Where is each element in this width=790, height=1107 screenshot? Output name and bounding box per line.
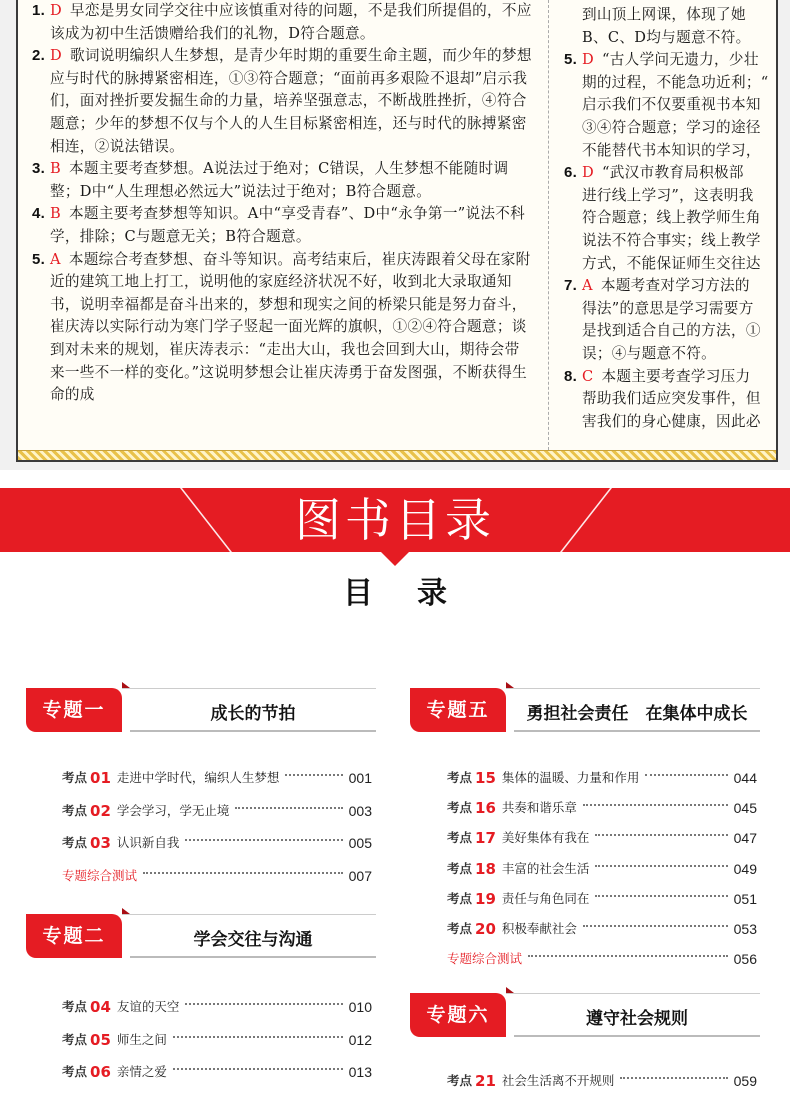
kaodian-label: 考点 (62, 802, 88, 818)
answer-item (564, 275, 790, 365)
answer-text: 早恋是男女同学交往中应该慎重对待的问题，不是我们所提倡的，不应该成为初中生活馈赠给我们的礼物，D符合题意。 (50, 2, 532, 42)
page-number: 012 (348, 1031, 372, 1048)
kaodian-number: 01 (90, 769, 111, 787)
answer-text-line: 进行线上学习”，这表明我 (582, 186, 754, 204)
page-number: 059 (733, 1073, 757, 1089)
section-title: 勇担社会责任 在集体中成长 (514, 698, 760, 732)
answer-letter: B (50, 205, 62, 223)
answer-text-line: 期的过程，不能急功近利；“ (582, 73, 769, 91)
answer-item (32, 45, 532, 158)
answer-item (32, 203, 532, 248)
answer-number: 4. (32, 205, 46, 223)
page-number: 056 (733, 951, 757, 968)
answer-number: 7. (564, 277, 578, 295)
toc-entry-title: 师生之间 (116, 1031, 167, 1047)
dot-leader (528, 955, 728, 957)
answer-text-line: 符合题意；线上教学师生角 (582, 209, 761, 227)
answer-number: 1. (32, 2, 46, 19)
answer-letter: D (582, 51, 595, 69)
answer-number: 2. (32, 47, 46, 65)
kaodian-label: 考点 (447, 800, 473, 816)
answer-column-right (564, 4, 790, 450)
kaodian-label: 考点 (62, 1064, 88, 1079)
answer-letter: D (582, 164, 595, 182)
toc-entry-title: 美好集体有我在 (501, 830, 590, 846)
toc-entry-title: 共奏和谐乐章 (501, 800, 577, 816)
dot-leader (620, 1077, 727, 1079)
kaodian-number: 04 (90, 998, 111, 1016)
kaodian-label: 考点 (447, 890, 473, 906)
answer-column-left (32, 0, 532, 407)
banner-notch (379, 550, 411, 566)
kaodian-number: 19 (475, 889, 496, 908)
toc-entry-title: 责任与角色同在 (501, 890, 590, 906)
toc-entry[interactable] (62, 997, 372, 1017)
kaodian-label: 考点 (62, 1031, 88, 1047)
dot-leader (595, 865, 727, 867)
toc-entry-title: 社会生活离不开规则 (501, 1073, 615, 1088)
toc-entry-title: 丰富的社会生活 (501, 860, 590, 876)
section-tab: 专题二 (26, 914, 122, 958)
page-number: 005 (348, 835, 372, 851)
kaodian-label: 考点 (62, 999, 88, 1014)
section-tab: 专题五 (410, 688, 506, 732)
section-title: 遵守社会规则 (514, 1003, 760, 1037)
kaodian-label: 考点 (447, 830, 473, 846)
dot-leader (185, 839, 342, 841)
page-number: 051 (733, 890, 757, 907)
answer-page (0, 0, 790, 470)
answer-text-line: 误；④与题意不符。 (582, 344, 717, 362)
answer-letter: A (582, 277, 593, 295)
answer-number: 3. (32, 160, 46, 178)
kaodian-number: 16 (475, 799, 496, 818)
answer-text: 歌词说明编织人生梦想，是青少年时期的重要生命主题，而少年的梦想应与时代的脉搏紧密相连，①③符合题意；“面前再多艰险不退却”启示我们，面对挫折要发掘生命的力量，培养坚强意志，不断战胜挫折，④符合题意；少年的梦想不仅与个人的人生目标紧密相连，还与时代的脉搏紧密相连，②说法错误。 (50, 47, 532, 155)
toc-entry[interactable] (62, 1030, 372, 1050)
page-number: 007 (348, 867, 372, 884)
page-edge-pattern (18, 450, 776, 460)
page-number: 013 (348, 1064, 372, 1080)
dot-leader (235, 807, 342, 809)
kaodian-number: 15 (475, 769, 496, 787)
section-tab: 专题一 (26, 688, 122, 732)
answer-text-line: ③④符合题意；学习的途径 (582, 118, 761, 136)
answer-text-line: 不能替代书本知识的学习， (582, 141, 761, 159)
page-number: 045 (733, 800, 757, 817)
answer-text-line: 是找到适合自己的方法，① (582, 322, 761, 340)
toc-entry[interactable] (447, 919, 757, 939)
answer-item (32, 249, 532, 407)
answer-text-line: 方式，不能保证师生交往达 (582, 254, 761, 272)
toc-entry-title: 亲情之爱 (116, 1064, 167, 1079)
page-number: 049 (733, 860, 757, 877)
kaodian-number: 20 (475, 920, 496, 938)
answer-letter: C (582, 367, 594, 385)
toc-heading: 目录 (343, 576, 491, 611)
dot-leader (583, 804, 728, 806)
answer-text-line: B、C、D均与题意不符。 (582, 28, 751, 46)
kaodian-label: 考点 (447, 860, 473, 876)
kaodian-number: 06 (90, 1063, 111, 1081)
banner-decor-line (180, 488, 232, 552)
dot-leader (285, 774, 342, 776)
kaodian-number: 03 (90, 834, 111, 852)
answer-text: 本题主要考查梦想等知识。A中“享受青春”、D中“永争第一”说法不科学，排除；C与题意无关；B符合题意。 (50, 205, 526, 245)
toc-entry[interactable] (447, 889, 757, 909)
toc-entry-title: 集体的温暖、力量和作用 (501, 770, 640, 785)
answer-text-line: 帮助我们适应突发事件，但 (582, 390, 761, 408)
answer-text: 本题主要考查梦想。A说法过于绝对；C错误，人生梦想不能随时调整；D中“人生理想必然远大”说法过于绝对；B符合题意。 (50, 160, 509, 200)
answer-frame (16, 0, 778, 462)
dot-leader (185, 1003, 342, 1005)
kaodian-label: 考点 (62, 770, 88, 785)
toc-entry-title: 积极奉献社会 (501, 921, 577, 936)
answer-number: 5. (32, 250, 46, 268)
toc-entry[interactable] (62, 768, 372, 788)
dot-leader (173, 1036, 343, 1038)
answer-text-line: 害我们的身心健康，因此必 (582, 412, 761, 430)
toc-entry[interactable] (62, 801, 372, 821)
answer-item (32, 0, 532, 45)
kaodian-label: 考点 (447, 1073, 473, 1088)
toc-entry[interactable] (447, 828, 757, 848)
section-header (26, 688, 376, 732)
answer-text: 本题综合考查梦想、奋斗等知识。高考结束后，崔庆涛跟着父母在家附近的建筑工地上打工，说明他的家庭经济状况不好，收到北大录取通知书，说明幸福都是奋斗出来的，梦想和现实之间的桥梁只能是努力奋斗，崔庆涛以实际行动为寒门学子竖起一面光辉的旗帜，①②④符合题意；谈到对未来的规划，崔庆涛表示：“走出大山，我也会回到大山，期待会带来一些不一样的变化。”这说明梦想会让崔庆涛勇于奋发图强，不断获得生命的成 (50, 250, 531, 404)
kaodian-number: 18 (475, 859, 496, 878)
answer-text-line: C 本题主要考查学习压力 (582, 367, 751, 385)
dot-leader (595, 895, 727, 897)
page-number: 003 (348, 802, 372, 819)
kaodian-label: 考点 (447, 770, 473, 785)
dot-leader (143, 872, 343, 874)
answer-text-line: D “武汉市教育局积极部 (582, 164, 744, 182)
answer-text-line: 得法”的意思是学习需要方 (582, 299, 754, 317)
answer-item (564, 162, 790, 275)
toc-entry-title: 学会学习，学无止境 (116, 802, 230, 818)
toc-entry-test[interactable] (447, 949, 757, 969)
answer-number: 8. (564, 367, 578, 385)
dot-leader (173, 1068, 343, 1070)
kaodian-label: 考点 (447, 921, 473, 936)
toc-entry-test[interactable] (62, 866, 372, 886)
answer-letter: A (50, 250, 61, 268)
section-title: 成长的节拍 (130, 698, 376, 732)
answer-number: 5. (564, 51, 578, 69)
kaodian-label: 考点 (62, 835, 88, 850)
toc-entry[interactable] (62, 1062, 372, 1082)
toc-entry[interactable] (447, 1071, 757, 1091)
kaodian-number: 05 (90, 1030, 111, 1049)
answer-number: 6. (564, 164, 578, 182)
toc-entry[interactable] (62, 833, 372, 853)
section-header (26, 914, 376, 958)
answer-letter: D (50, 2, 63, 19)
column-divider (548, 0, 549, 450)
answer-text-line: 说法不符合事实；线上教学 (582, 231, 761, 249)
toc-entry-title: 认识新自我 (116, 835, 180, 850)
dot-leader (583, 925, 728, 927)
dot-leader (645, 774, 727, 776)
toc-entry[interactable] (447, 859, 757, 879)
kaodian-number: 17 (475, 829, 496, 848)
toc-entry-title: 友谊的天空 (116, 999, 180, 1014)
banner-decor-line (560, 488, 612, 552)
kaodian-number: 02 (90, 801, 111, 820)
page-number: 053 (733, 921, 757, 937)
page-number: 001 (348, 770, 372, 786)
answer-item (564, 49, 790, 162)
page-number: 047 (733, 830, 757, 847)
toc-entry[interactable] (447, 798, 757, 818)
answer-text-line: A 本题考查对学习方法的 (582, 277, 750, 295)
answer-text-line: D “古人学问无遗力，少壮 (582, 51, 759, 69)
section-title: 学会交往与沟通 (130, 924, 376, 958)
page-number: 010 (348, 999, 372, 1015)
banner-title: 图书目录 (295, 493, 495, 547)
answer-item (32, 158, 532, 203)
toc-entry-title: 专题综合测试 (447, 951, 523, 967)
answer-item (564, 4, 790, 49)
answer-text-line: 启示我们不仅要重视书本知 (582, 96, 761, 114)
toc-entry[interactable] (447, 768, 757, 788)
answer-letter: D (50, 47, 63, 65)
dot-leader (595, 834, 727, 836)
answer-text-line: 到山顶上网课，体现了她 (582, 6, 746, 23)
toc-entry-title: 专题综合测试 (62, 867, 138, 883)
kaodian-number: 21 (475, 1072, 496, 1090)
page-number: 044 (733, 770, 757, 786)
section-header (410, 993, 760, 1037)
section-tab: 专题六 (410, 993, 506, 1037)
answer-item (564, 366, 790, 434)
section-header (410, 688, 760, 732)
toc-entry-title: 走进中学时代，编织人生梦想 (116, 770, 280, 785)
answer-letter: B (50, 160, 62, 178)
